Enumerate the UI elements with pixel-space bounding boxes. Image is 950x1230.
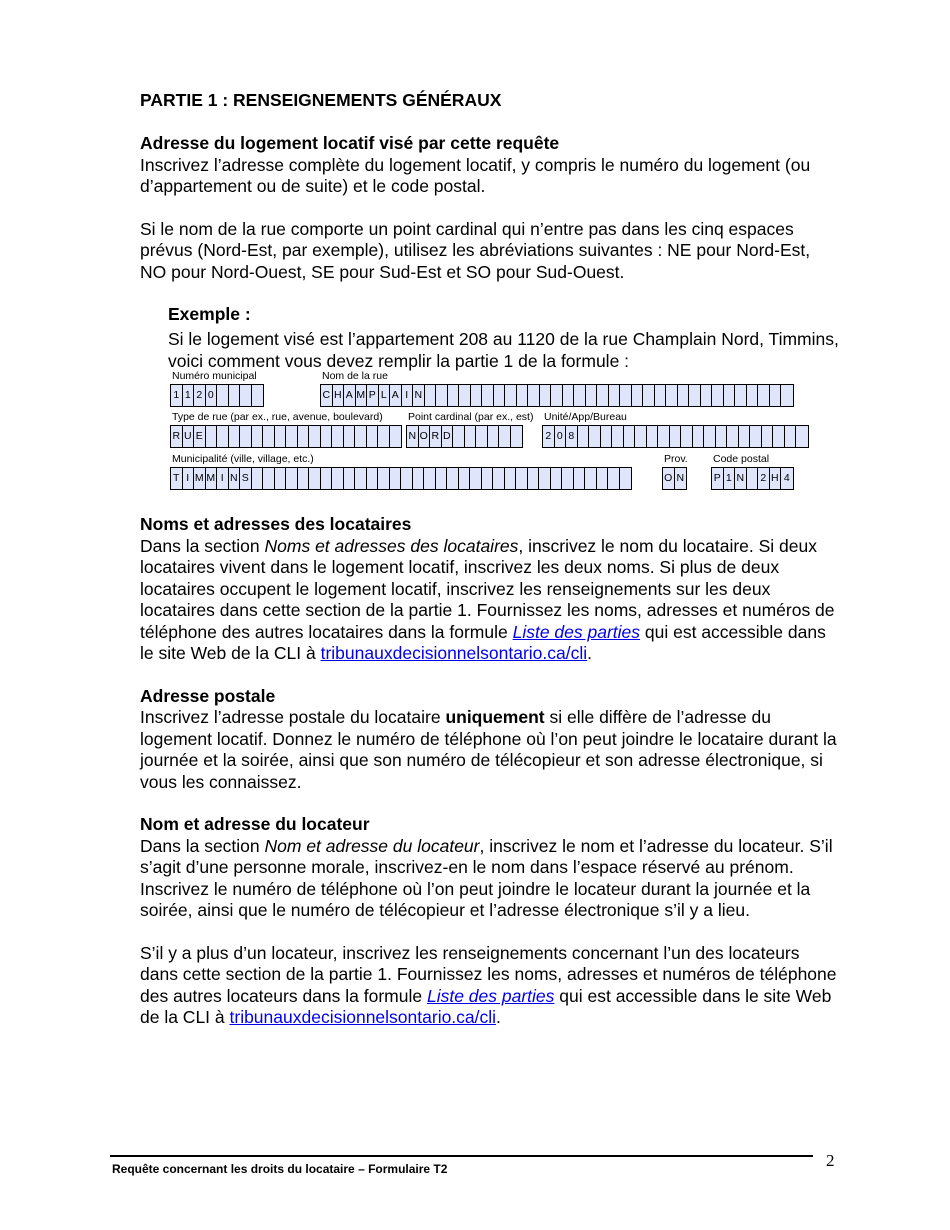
form-char-box bbox=[424, 468, 436, 489]
form-char-box bbox=[516, 468, 528, 489]
example-form bbox=[170, 370, 830, 495]
form-char-box bbox=[453, 426, 465, 447]
form-char-box bbox=[716, 426, 728, 447]
form-char-box bbox=[413, 468, 425, 489]
province-boxes bbox=[662, 467, 687, 490]
form-char-box: I bbox=[402, 385, 414, 406]
form-char-box bbox=[586, 385, 598, 406]
street-type-label: Type de rue (par ex., rue, avenue, boulevard) bbox=[172, 411, 383, 423]
form-char-box bbox=[727, 426, 739, 447]
form-char-box bbox=[217, 426, 229, 447]
landlord-text-end: . bbox=[496, 1007, 501, 1027]
form-char-box bbox=[551, 468, 563, 489]
form-char-box bbox=[632, 385, 644, 406]
form-char-box bbox=[275, 468, 287, 489]
form-char-box bbox=[589, 426, 601, 447]
street-number-boxes bbox=[170, 384, 264, 407]
form-char-box: L bbox=[379, 385, 391, 406]
postal-code-label: Code postal bbox=[713, 453, 770, 465]
form-char-box bbox=[528, 385, 540, 406]
form-char-box: N bbox=[407, 426, 419, 447]
landlord-text-4: qui est accessible dans le site Web de la CLI à bbox=[140, 985, 832, 1027]
form-char-box: N bbox=[735, 468, 747, 489]
form-char-box bbox=[499, 426, 511, 447]
form-char-box bbox=[517, 385, 529, 406]
form-char-box bbox=[796, 426, 808, 447]
tenants-text-1: Dans la section bbox=[140, 535, 265, 556]
tenants-text-end: . bbox=[587, 643, 593, 663]
form-char-box: U bbox=[183, 426, 195, 447]
form-char-box bbox=[494, 385, 506, 406]
footer-form-title: Requête concernant les droits du locataire – Formulaire T2 bbox=[112, 1162, 448, 1176]
form-char-box bbox=[578, 426, 590, 447]
form-char-box: I bbox=[183, 468, 195, 489]
landlord-parties-list-link[interactable]: Liste des parties bbox=[426, 985, 555, 1006]
form-char-box: H bbox=[333, 385, 345, 406]
form-char-box: 1 bbox=[724, 468, 736, 489]
form-char-box bbox=[378, 468, 390, 489]
page-number: 2 bbox=[826, 1151, 835, 1170]
form-char-box: 1 bbox=[171, 385, 183, 406]
form-char-box bbox=[574, 385, 586, 406]
form-char-box bbox=[321, 426, 333, 447]
form-char-box bbox=[585, 468, 597, 489]
form-char-box bbox=[436, 385, 448, 406]
form-char-box bbox=[505, 468, 517, 489]
form-char-box: C bbox=[321, 385, 333, 406]
form-char-box bbox=[488, 426, 500, 447]
form-char-box bbox=[298, 426, 310, 447]
form-char-box: P bbox=[367, 385, 379, 406]
form-char-box bbox=[562, 468, 574, 489]
form-char-box bbox=[609, 385, 621, 406]
form-char-box bbox=[252, 468, 264, 489]
form-char-box bbox=[459, 385, 471, 406]
footer-divider bbox=[110, 1155, 813, 1157]
form-char-box bbox=[574, 468, 586, 489]
form-char-box bbox=[505, 385, 517, 406]
form-char-box bbox=[217, 385, 229, 406]
form-char-box bbox=[482, 468, 494, 489]
form-char-box bbox=[275, 426, 287, 447]
form-char-box bbox=[447, 468, 459, 489]
form-char-box bbox=[689, 385, 701, 406]
form-char-box bbox=[750, 426, 762, 447]
form-char-box: 8 bbox=[566, 426, 578, 447]
form-char-box bbox=[476, 426, 488, 447]
form-char-box bbox=[425, 385, 437, 406]
address-para-1: Inscrivez l’adresse complète du logement locatif, y compris le numéro du logement (ou d’appartement ou de suite) et le code postal. bbox=[140, 154, 811, 196]
street-number-label: Numéro municipal bbox=[172, 370, 257, 382]
landlord-text-2: , inscrivez le nom et l’adresse du locateur. S’il s’agit d’une personne morale, inscrivez-en le nom dans l’espace réservé au prénom. Inscrivez le numéro de téléphone où l’on peut joindre le locateur durant la journée et la soirée, ainsi que le numéro de télécopieur et l’adresse électronique s’il y a lieu. bbox=[140, 835, 833, 920]
form-char-box: N bbox=[675, 468, 687, 489]
form-char-box bbox=[762, 426, 774, 447]
form-char-box bbox=[758, 385, 770, 406]
form-char-box bbox=[263, 468, 275, 489]
form-char-box bbox=[482, 385, 494, 406]
form-char-box: S bbox=[240, 468, 252, 489]
form-char-box bbox=[286, 468, 298, 489]
form-char-box bbox=[597, 385, 609, 406]
postal-bold-word: uniquement bbox=[445, 707, 545, 727]
form-char-box: A bbox=[390, 385, 402, 406]
form-char-box: T bbox=[171, 468, 183, 489]
form-char-box bbox=[528, 468, 540, 489]
form-char-box: 4 bbox=[781, 468, 793, 489]
landlord-para-2 bbox=[140, 943, 840, 1029]
lower-content bbox=[140, 514, 840, 1029]
main-content bbox=[140, 88, 840, 372]
form-char-box bbox=[240, 426, 252, 447]
form-char-box: 2 bbox=[758, 468, 770, 489]
form-char-box bbox=[470, 468, 482, 489]
form-char-box bbox=[367, 468, 379, 489]
form-char-box bbox=[493, 468, 505, 489]
form-char-box bbox=[635, 426, 647, 447]
landlord-heading: Nom et adresse du locateur bbox=[140, 814, 370, 834]
form-char-box bbox=[678, 385, 690, 406]
postal-para bbox=[140, 707, 840, 793]
form-char-box: R bbox=[430, 426, 442, 447]
form-char-box bbox=[597, 468, 609, 489]
form-char-box bbox=[390, 426, 402, 447]
form-char-box bbox=[781, 385, 793, 406]
landlord-text-1: Dans la section bbox=[140, 835, 265, 856]
municipality-label: Municipalité (ville, village, etc.) bbox=[172, 453, 314, 465]
form-char-box bbox=[367, 426, 379, 447]
form-char-box bbox=[309, 426, 321, 447]
form-char-box bbox=[704, 426, 716, 447]
direction-boxes bbox=[406, 425, 523, 448]
form-char-box bbox=[378, 426, 390, 447]
example-text: Si le logement visé est l’appartement 208 au 1120 de la rue Champlain Nord, Timmins, voici comment vous devez remplir la partie 1 de la formule : bbox=[168, 329, 839, 371]
form-char-box bbox=[448, 385, 460, 406]
form-char-box: A bbox=[344, 385, 356, 406]
form-char-box: M bbox=[356, 385, 368, 406]
form-char-box: M bbox=[206, 468, 218, 489]
form-char-box: I bbox=[217, 468, 229, 489]
form-char-box bbox=[601, 426, 613, 447]
form-char-box: R bbox=[171, 426, 183, 447]
form-char-box bbox=[747, 468, 759, 489]
form-char-box bbox=[735, 385, 747, 406]
form-char-box bbox=[624, 426, 636, 447]
form-char-box bbox=[355, 468, 367, 489]
form-char-box bbox=[693, 426, 705, 447]
part-title: PARTIE 1 : RENSEIGNEMENTS GÉNÉRAUX bbox=[140, 90, 502, 110]
tenants-section-name: Noms et adresses des locataires bbox=[264, 535, 519, 556]
form-char-box: O bbox=[663, 468, 675, 489]
example-title: Exemple : bbox=[168, 304, 251, 324]
form-char-box bbox=[712, 385, 724, 406]
form-char-box bbox=[471, 385, 483, 406]
form-char-box bbox=[724, 385, 736, 406]
form-char-box: H bbox=[770, 468, 782, 489]
form-char-box bbox=[643, 385, 655, 406]
form-char-box: P bbox=[712, 468, 724, 489]
landlord-para-1 bbox=[140, 836, 840, 922]
landlord-text-3: S’il y a plus d’un locateur, inscrivez les renseignements concernant l’un des locateurs dans cette section de la partie 1. Fournissez les noms, adresses et numéros de téléphone des autres locateurs dans la formule bbox=[140, 942, 837, 1006]
form-char-box bbox=[252, 385, 264, 406]
form-char-box bbox=[355, 426, 367, 447]
municipality-boxes bbox=[170, 467, 632, 490]
unit-label: Unité/App/Bureau bbox=[544, 411, 627, 423]
form-char-box: 1 bbox=[183, 385, 195, 406]
form-char-box bbox=[240, 385, 252, 406]
example-block bbox=[168, 303, 840, 372]
unit-boxes bbox=[542, 425, 809, 448]
form-char-box: 0 bbox=[555, 426, 567, 447]
form-char-box bbox=[666, 385, 678, 406]
form-char-box bbox=[298, 468, 310, 489]
form-char-box bbox=[747, 385, 759, 406]
form-char-box: O bbox=[419, 426, 431, 447]
form-char-box bbox=[773, 426, 785, 447]
form-char-box bbox=[670, 426, 682, 447]
form-char-box: 2 bbox=[543, 426, 555, 447]
form-char-box bbox=[332, 468, 344, 489]
form-char-box bbox=[511, 426, 523, 447]
form-char-box: E bbox=[194, 426, 206, 447]
form-char-box bbox=[739, 426, 751, 447]
street-name-label: Nom de la rue bbox=[322, 370, 388, 382]
form-char-box bbox=[321, 468, 333, 489]
form-char-box bbox=[436, 468, 448, 489]
form-char-box bbox=[263, 426, 275, 447]
form-char-box bbox=[612, 426, 624, 447]
form-char-box bbox=[401, 468, 413, 489]
form-char-box bbox=[309, 468, 321, 489]
direction-label: Point cardinal (par ex., est) bbox=[408, 411, 534, 423]
form-char-box: 2 bbox=[194, 385, 206, 406]
form-char-box: M bbox=[194, 468, 206, 489]
form-char-box bbox=[332, 426, 344, 447]
landlord-website-link[interactable]: tribunauxdecisionnelsontario.ca/cli bbox=[229, 1007, 497, 1027]
form-char-box bbox=[620, 385, 632, 406]
landlord-section-name: Nom et adresse du locateur bbox=[264, 835, 480, 856]
form-char-box bbox=[539, 468, 551, 489]
postal-text-2: si elle diffère de l’adresse du logement locatif. Donnez le numéro de téléphone où l’on peut joindre le locataire durant la journée et la soirée, ainsi que son numéro de télécopieur et son adresse électronique, si vous les connaissez. bbox=[140, 707, 837, 792]
province-label: Prov. bbox=[664, 453, 688, 465]
form-char-box bbox=[785, 426, 797, 447]
tenants-text-2: , inscrivez le nom du locataire. Si deux locataires vivent dans le logement locatif, inscrivez les deux noms. Si plus de deux locataires occupent le logement locatif, inscrivez les renseignements sur les deux locataires dans cette section de la partie 1. Fournissez les noms, adresses et numéros de téléphone des autres locataires dans la formule bbox=[140, 535, 835, 642]
form-char-box bbox=[540, 385, 552, 406]
street-name-boxes bbox=[320, 384, 794, 407]
form-char-box bbox=[655, 385, 667, 406]
form-char-box bbox=[647, 426, 659, 447]
form-char-box: D bbox=[442, 426, 454, 447]
form-char-box bbox=[681, 426, 693, 447]
form-char-box bbox=[658, 426, 670, 447]
form-char-box bbox=[563, 385, 575, 406]
tenants-para bbox=[140, 536, 840, 665]
form-char-box bbox=[344, 468, 356, 489]
form-char-box bbox=[229, 426, 241, 447]
form-char-box bbox=[620, 468, 632, 489]
tenants-text-3: qui est accessible dans le site Web de la CLI à bbox=[140, 621, 826, 663]
form-char-box: N bbox=[229, 468, 241, 489]
form-char-box bbox=[459, 468, 471, 489]
postal-text-1: Inscrivez l’adresse postale du locataire bbox=[140, 707, 446, 727]
postal-code-boxes bbox=[711, 467, 794, 490]
form-char-box bbox=[465, 426, 477, 447]
form-char-box bbox=[770, 385, 782, 406]
form-char-box: N bbox=[413, 385, 425, 406]
tenants-parties-list-link[interactable]: Liste des parties bbox=[512, 621, 641, 642]
postal-heading: Adresse postale bbox=[140, 685, 276, 706]
form-char-box bbox=[206, 426, 218, 447]
form-char-box bbox=[608, 468, 620, 489]
form-char-box bbox=[551, 385, 563, 406]
form-char-box bbox=[701, 385, 713, 406]
form-char-box: 0 bbox=[206, 385, 218, 406]
address-para-2: Si le nom de la rue comporte un point cardinal qui n’entre pas dans les cinq espaces prévus (Nord-Est, par exemple), utilisez les abréviations suivantes : NE pour Nord-Est, NO pour Nord-Ouest, SE pour Sud-Est et SO pour Sud-Ouest. bbox=[140, 218, 811, 282]
tenants-heading: Noms et adresses des locataires bbox=[140, 514, 412, 534]
tenants-website-link[interactable]: tribunauxdecisionnelsontario.ca/cli bbox=[320, 643, 588, 663]
street-type-boxes bbox=[170, 425, 402, 448]
form-char-box bbox=[229, 385, 241, 406]
form-char-box bbox=[344, 426, 356, 447]
form-char-box bbox=[252, 426, 264, 447]
form-char-box bbox=[286, 426, 298, 447]
form-char-box bbox=[390, 468, 402, 489]
address-heading: Adresse du logement locatif visé par cette requête bbox=[140, 133, 560, 153]
